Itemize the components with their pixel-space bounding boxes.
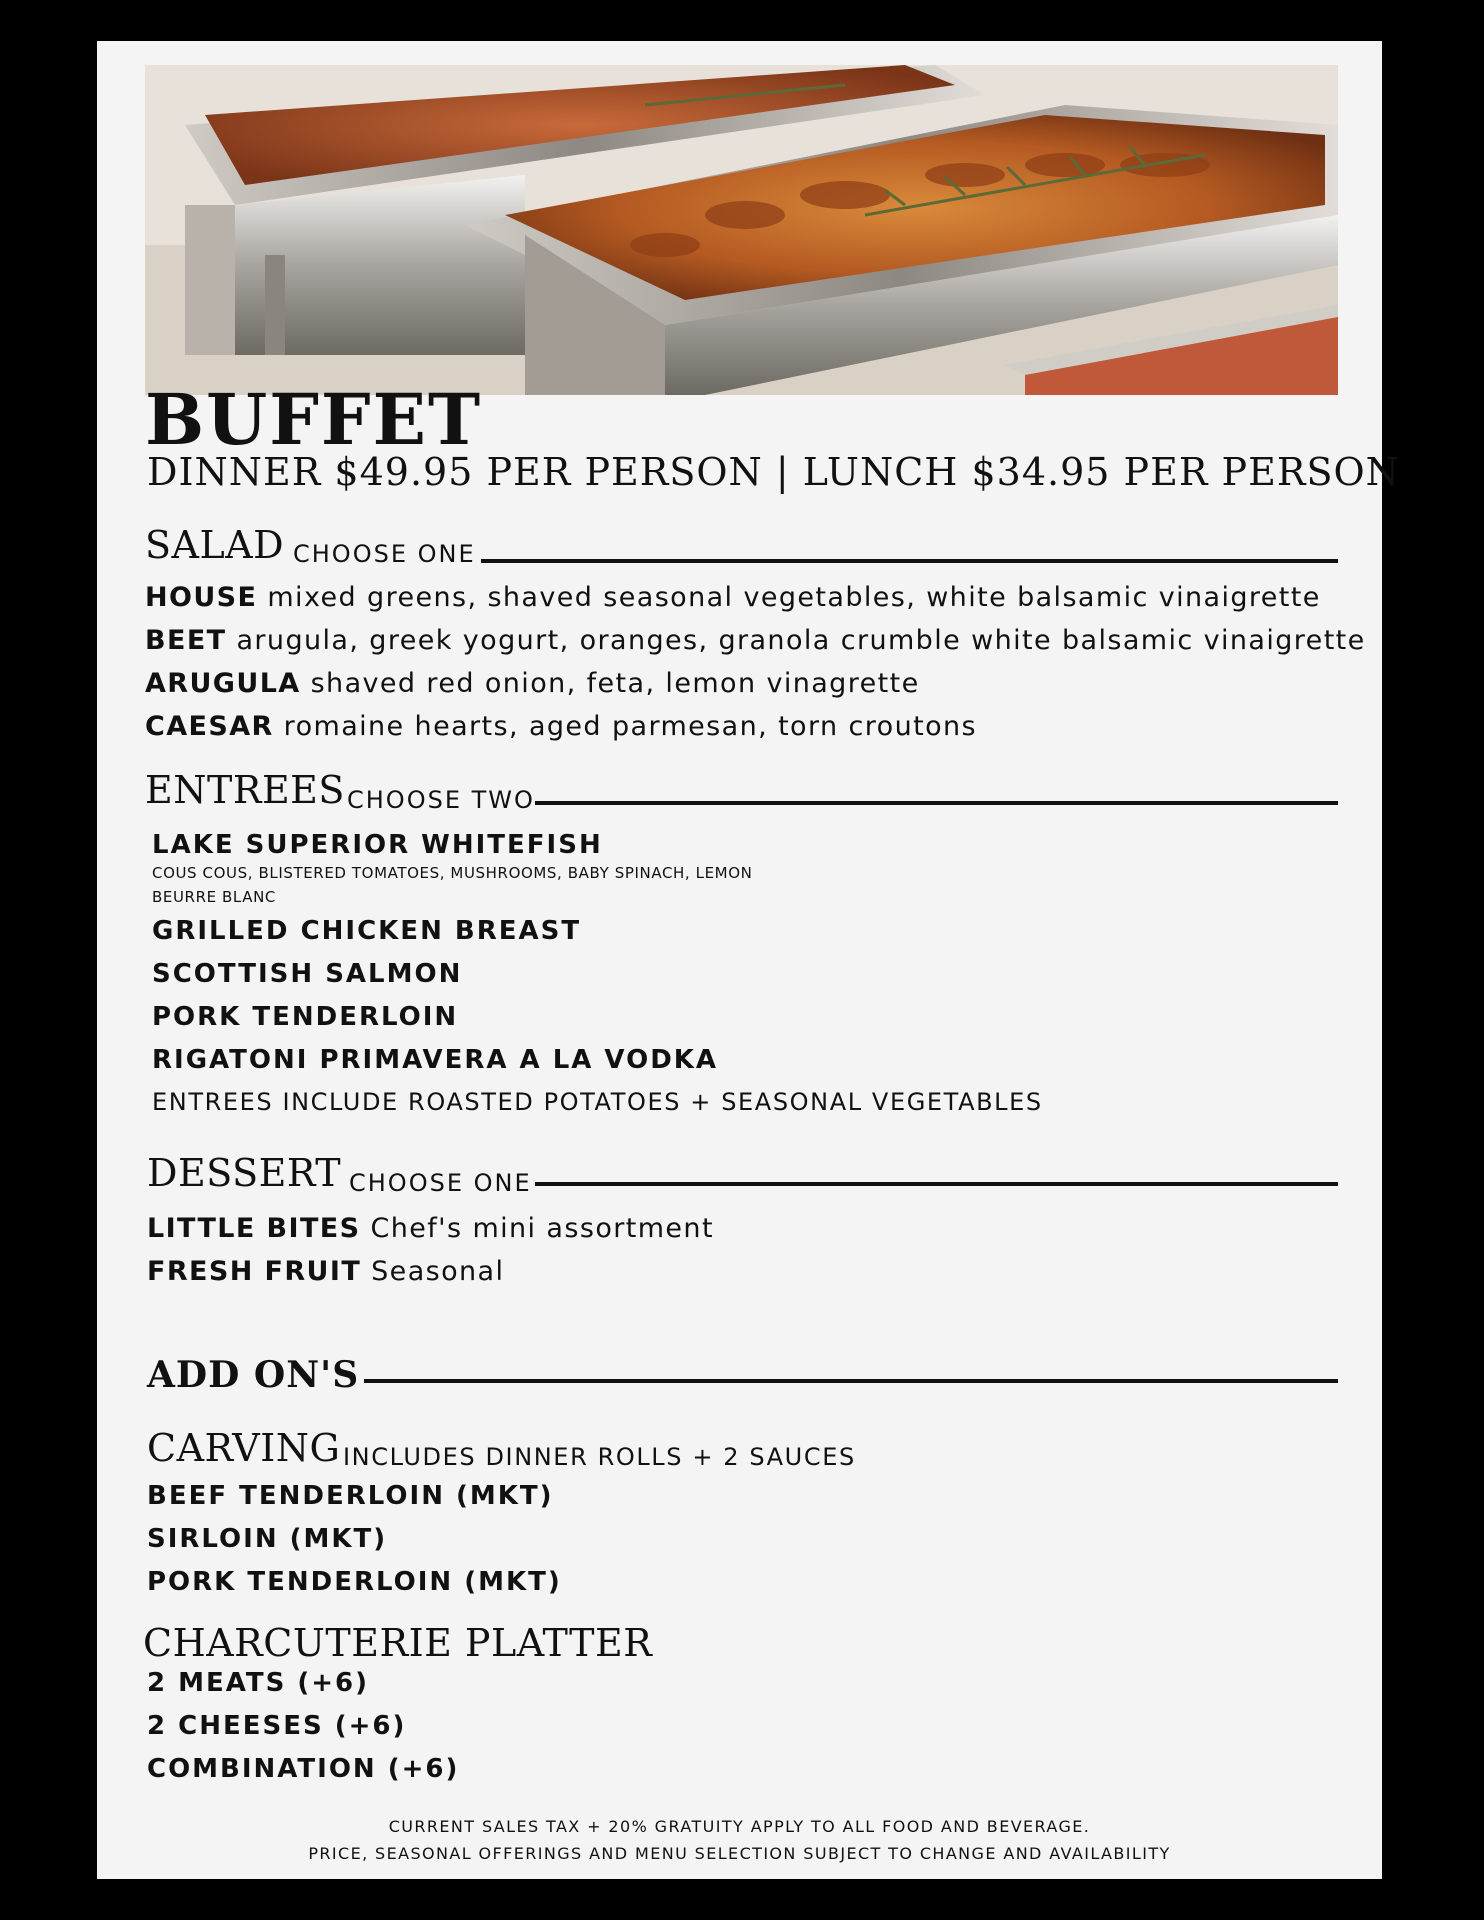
salad-item-name: CAESAR (145, 711, 274, 742)
carving-item: PORK TENDERLOIN (MKT) (147, 1567, 562, 1597)
charcuterie-item: 2 MEATS (+6) (147, 1668, 370, 1698)
entree-item-name: GRILLED CHICKEN BREAST (152, 916, 582, 946)
entrees-note: CHOOSE TWO (347, 786, 535, 814)
salad-item (145, 625, 1366, 656)
menu-page (97, 41, 1400, 1879)
salad-item-name: BEET (145, 625, 227, 656)
carving-item: BEEF TENDERLOIN (MKT) (147, 1481, 554, 1511)
carving-heading: CARVING (147, 1426, 341, 1470)
page-title: BUFFET (145, 378, 483, 461)
addons-divider (364, 1379, 1338, 1383)
carving-note: INCLUDES DINNER ROLLS + 2 SAUCES (343, 1443, 856, 1471)
footer-tax-note: CURRENT SALES TAX + 20% GRATUITY APPLY TO ALL FOOD AND BEVERAGE. (388, 1817, 1091, 1836)
dessert-item-desc: Seasonal (371, 1256, 505, 1287)
buffet-photo-illustration (145, 65, 1338, 395)
entree-item-name: PORK TENDERLOIN (152, 1002, 459, 1032)
addons-heading: ADD ON'S (147, 1354, 360, 1396)
entrees-footnote: ENTREES INCLUDE ROASTED POTATOES + SEASONAL VEGETABLES (152, 1088, 1043, 1116)
salad-item (145, 668, 920, 699)
salad-heading: SALAD (145, 523, 285, 567)
dessert-heading: DESSERT (147, 1151, 342, 1195)
entree-item-name: SCOTTISH SALMON (152, 959, 463, 989)
dessert-item-name: LITTLE BITES (147, 1213, 361, 1244)
footer-disclaimer: PRICE, SEASONAL OFFERINGS AND MENU SELECTION SUBJECT TO CHANGE AND AVAILABILITY (308, 1844, 1171, 1863)
salad-item-name: ARUGULA (145, 668, 301, 699)
buffet-chafing-dishes-photo (145, 65, 1338, 395)
salad-note: CHOOSE ONE (293, 540, 476, 568)
dessert-item-name: FRESH FRUIT (147, 1256, 362, 1287)
salad-item-desc: romaine hearts, aged parmesan, torn croutons (283, 711, 977, 742)
salad-item-desc: shaved red onion, feta, lemon vinagrette (310, 668, 920, 699)
salad-divider (481, 559, 1338, 563)
entrees-heading: ENTREES (145, 768, 345, 812)
charcuterie-item: COMBINATION (+6) (147, 1754, 460, 1784)
carving-item: SIRLOIN (MKT) (147, 1524, 388, 1554)
dessert-note: CHOOSE ONE (349, 1169, 532, 1197)
salad-item-name: HOUSE (145, 582, 258, 613)
salad-item (145, 582, 1321, 613)
salad-item-desc: mixed greens, shaved seasonal vegetables, white balsamic vinaigrette (267, 582, 1321, 613)
dessert-item (147, 1256, 504, 1287)
dessert-divider (535, 1182, 1338, 1186)
price-subtitle: DINNER $49.95 PER PERSON | LUNCH $34.95 PER PERSON (147, 450, 1400, 494)
salad-item (145, 711, 977, 742)
charcuterie-item: 2 CHEESES (+6) (147, 1711, 407, 1741)
entree-item-desc: COUS COUS, BLISTERED TOMATOES, MUSHROOMS, BABY SPINACH, LEMON BEURRE BLANC (152, 864, 753, 906)
salad-item-desc: arugula, greek yogurt, oranges, granola crumble white balsamic vinaigrette (236, 625, 1366, 656)
entrees-divider (535, 801, 1338, 805)
dessert-item-desc: Chef's mini assortment (370, 1213, 714, 1244)
entree-item-name: LAKE SUPERIOR WHITEFISH (152, 830, 603, 860)
charcuterie-heading: CHARCUTERIE PLATTER (143, 1621, 653, 1665)
entree-item-name: RIGATONI PRIMAVERA A LA VODKA (152, 1045, 719, 1075)
dessert-item (147, 1213, 714, 1244)
